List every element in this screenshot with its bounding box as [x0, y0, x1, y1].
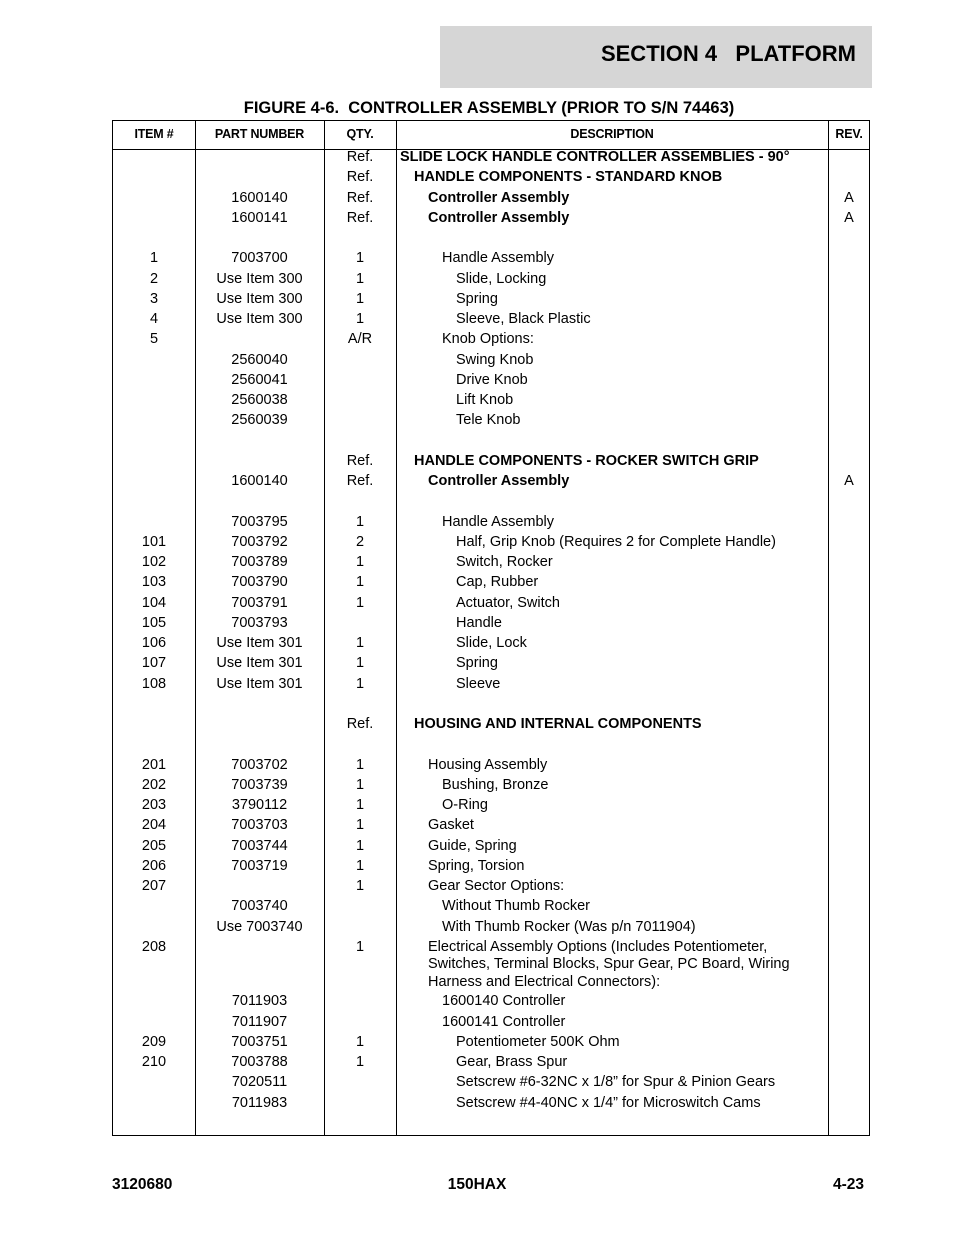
- item-cell: 206: [141, 857, 167, 874]
- qty-cell: 1: [355, 270, 365, 287]
- qty-cell: 1: [355, 594, 365, 611]
- description-cell: Spring, Torsion: [428, 857, 525, 874]
- description-cell: 1600140 Controller: [442, 993, 566, 1010]
- description-cell: Actuator, Switch: [456, 594, 560, 611]
- qty-cell: 1: [355, 797, 365, 813]
- part-number-cell: 7020511: [231, 1074, 288, 1091]
- description-cell: Switch, Rocker: [456, 554, 553, 570]
- description-cell: Handle Assembly: [442, 250, 555, 267]
- description-cell: Guide, Spring: [428, 837, 517, 854]
- description-cell: Controller Assembly: [428, 473, 570, 489]
- description-cell: Controller Assembly: [428, 209, 570, 226]
- qty-cell: 1: [355, 655, 365, 672]
- part-number-cell: Use 7003740: [216, 918, 303, 935]
- part-number-cell: 2560041: [231, 371, 288, 388]
- description-cell: HOUSING AND INTERNAL COMPONENTS: [414, 716, 702, 732]
- part-number-cell: 1600140: [231, 189, 288, 206]
- rev-cell: A: [844, 209, 854, 226]
- item-cell: 202: [141, 776, 167, 793]
- description-cell: SLIDE LOCK HANDLE CONTROLLER ASSEMBLIES - 90°: [400, 149, 790, 165]
- item-cell: 209: [141, 1033, 167, 1050]
- part-number-cell: 1600141: [231, 209, 288, 226]
- description-cell: Gear Sector Options:: [428, 878, 565, 894]
- item-cell: 107: [141, 655, 167, 672]
- part-number-cell: Use Item 300: [216, 290, 303, 307]
- description-cell: Setscrew #4-40NC x 1/4” for Microswitch Cams: [456, 1094, 761, 1111]
- part-number-cell: 7003788: [231, 1054, 288, 1071]
- description-cell: Housing Assembly: [428, 756, 548, 773]
- part-number-cell: Use Item 300: [216, 311, 303, 327]
- item-cell: 203: [141, 797, 167, 813]
- part-number-cell: 7003790: [231, 574, 288, 591]
- part-number-cell: Use Item 301: [216, 675, 303, 692]
- part-number-cell: 2560039: [231, 412, 288, 429]
- parts-table: [112, 120, 870, 1136]
- item-cell: 103: [141, 574, 167, 591]
- part-number-cell: 7003792: [231, 533, 288, 550]
- qty-cell: 1: [355, 311, 365, 327]
- description-cell: Without Thumb Rocker: [442, 898, 591, 915]
- item-cell: 5: [149, 331, 159, 348]
- qty-cell: 1: [355, 938, 365, 955]
- part-number-cell: 7003789: [231, 554, 288, 570]
- part-number-cell: 7003702: [231, 756, 288, 773]
- qty-cell: 1: [355, 776, 365, 793]
- qty-cell: 1: [355, 513, 365, 530]
- figure-title: FIGURE 4-6. CONTROLLER ASSEMBLY (PRIOR TO S/N 74463): [243, 99, 735, 117]
- part-number-cell: 7003703: [231, 817, 288, 834]
- qty-cell: A/R: [347, 331, 373, 348]
- item-cell: 2: [149, 270, 159, 287]
- qty-cell: 1: [355, 250, 365, 267]
- part-number-cell: 7003744: [231, 837, 288, 854]
- column-header-rev: REV.: [835, 127, 863, 141]
- qty-cell: Ref.: [346, 716, 374, 732]
- description-cell: Slide, Lock: [456, 635, 527, 651]
- footer-model: 150HAX: [447, 1176, 507, 1193]
- description-cell: Sleeve, Black Plastic: [456, 311, 591, 327]
- description-cell: Gear, Brass Spur: [456, 1054, 568, 1071]
- item-cell: 106: [141, 635, 167, 651]
- description-cell: O-Ring: [442, 797, 488, 813]
- qty-cell: 1: [355, 837, 365, 854]
- description-cell: Drive Knob: [456, 371, 528, 388]
- part-number-cell: 3790112: [231, 797, 288, 813]
- description-cell: Controller Assembly: [428, 189, 570, 206]
- part-number-cell: 7003740: [231, 898, 288, 915]
- rev-cell: A: [844, 189, 854, 206]
- item-cell: 207: [141, 878, 167, 894]
- description-cell: Bushing, Bronze: [442, 776, 549, 793]
- qty-cell: Ref.: [346, 452, 374, 469]
- item-cell: 204: [141, 817, 167, 834]
- column-divider: [828, 121, 829, 1135]
- description-cell: Half, Grip Knob (Requires 2 for Complete Handle): [456, 533, 776, 550]
- part-number-cell: 7003793: [231, 614, 288, 631]
- item-cell: 201: [141, 756, 167, 773]
- description-cell: Setscrew #6-32NC x 1/8” for Spur & Pinion Gears: [456, 1074, 776, 1091]
- description-cell: Spring: [456, 655, 498, 672]
- part-number-cell: 7003719: [231, 857, 288, 874]
- column-header-qty: QTY.: [346, 127, 374, 141]
- description-cell: HANDLE COMPONENTS - STANDARD KNOB: [414, 169, 723, 186]
- description-cell: Potentiometer 500K Ohm: [456, 1033, 620, 1050]
- item-cell: 210: [141, 1054, 167, 1071]
- item-cell: 205: [141, 837, 167, 854]
- description-cell: Tele Knob: [456, 412, 521, 429]
- qty-cell: 1: [355, 878, 365, 894]
- description-cell: Gasket: [428, 817, 474, 834]
- description-cell: Handle Assembly: [442, 513, 555, 530]
- description-cell: Spring: [456, 290, 498, 307]
- item-cell: 104: [141, 594, 167, 611]
- qty-cell: 1: [355, 756, 365, 773]
- item-cell: 105: [141, 614, 167, 631]
- description-cell: Swing Knob: [456, 351, 534, 368]
- description-cell: HANDLE COMPONENTS - ROCKER SWITCH GRIP: [414, 452, 759, 469]
- part-number-cell: 7003795: [231, 513, 288, 530]
- description-cell: Handle: [456, 614, 502, 631]
- description-cell: Sleeve: [456, 675, 501, 692]
- description-cell: Slide, Locking: [456, 270, 547, 287]
- rev-cell: A: [844, 473, 854, 489]
- part-number-cell: 7011983: [231, 1094, 288, 1111]
- qty-cell: 1: [355, 574, 365, 591]
- part-number-cell: 7003700: [231, 250, 288, 267]
- section-title: SECTION 4 PLATFORM: [600, 41, 856, 66]
- description-cell: Cap, Rubber: [456, 574, 539, 591]
- footer-page-number: 4-23: [832, 1176, 864, 1193]
- description-cell: Lift Knob: [456, 392, 514, 408]
- qty-cell: Ref.: [346, 473, 374, 489]
- description-cell: 1600141 Controller: [442, 1013, 566, 1030]
- qty-cell: 1: [355, 675, 365, 692]
- part-number-cell: 7003739: [231, 776, 288, 793]
- column-header-description: DESCRIPTION: [570, 127, 654, 141]
- part-number-cell: 7003751: [231, 1033, 288, 1050]
- description-cell: Knob Options:: [442, 331, 534, 348]
- item-cell: 4: [149, 311, 159, 327]
- description-cell: Electrical Assembly Options (Includes Potentiometer, Switches, Terminal Blocks, Spur Gear, PC Board, Wiring Harness and Electrical Connectors):: [428, 938, 790, 990]
- qty-cell: 2: [355, 533, 365, 550]
- qty-cell: 1: [355, 554, 365, 570]
- part-number-cell: Use Item 300: [216, 270, 303, 287]
- part-number-cell: 7011903: [231, 993, 288, 1010]
- column-header-item: ITEM #: [134, 127, 174, 141]
- item-cell: 101: [141, 533, 167, 550]
- qty-cell: 1: [355, 1054, 365, 1071]
- qty-cell: 1: [355, 290, 365, 307]
- part-number-cell: 1600140: [231, 473, 288, 489]
- qty-cell: 1: [355, 857, 365, 874]
- part-number-cell: Use Item 301: [216, 635, 303, 651]
- qty-cell: 1: [355, 1033, 365, 1050]
- qty-cell: 1: [355, 635, 365, 651]
- qty-cell: 1: [355, 817, 365, 834]
- item-cell: 102: [141, 554, 167, 570]
- item-cell: 208: [141, 938, 167, 955]
- qty-cell: Ref.: [346, 169, 374, 186]
- qty-cell: Ref.: [346, 189, 374, 206]
- part-number-cell: 2560038: [231, 392, 288, 408]
- part-number-cell: 7011907: [231, 1013, 288, 1030]
- item-cell: 108: [141, 675, 167, 692]
- part-number-cell: 2560040: [231, 351, 288, 368]
- part-number-cell: 7003791: [231, 594, 288, 611]
- description-cell: With Thumb Rocker (Was p/n 7011904): [442, 918, 696, 935]
- qty-cell: Ref.: [346, 209, 374, 226]
- part-number-cell: Use Item 301: [216, 655, 303, 672]
- column-header-part-number: PART NUMBER: [214, 127, 305, 141]
- qty-cell: Ref.: [346, 149, 374, 165]
- item-cell: 1: [149, 250, 159, 267]
- section-header-box: [440, 26, 872, 88]
- item-cell: 3: [149, 290, 159, 307]
- footer-doc-number: 3120680: [112, 1176, 173, 1193]
